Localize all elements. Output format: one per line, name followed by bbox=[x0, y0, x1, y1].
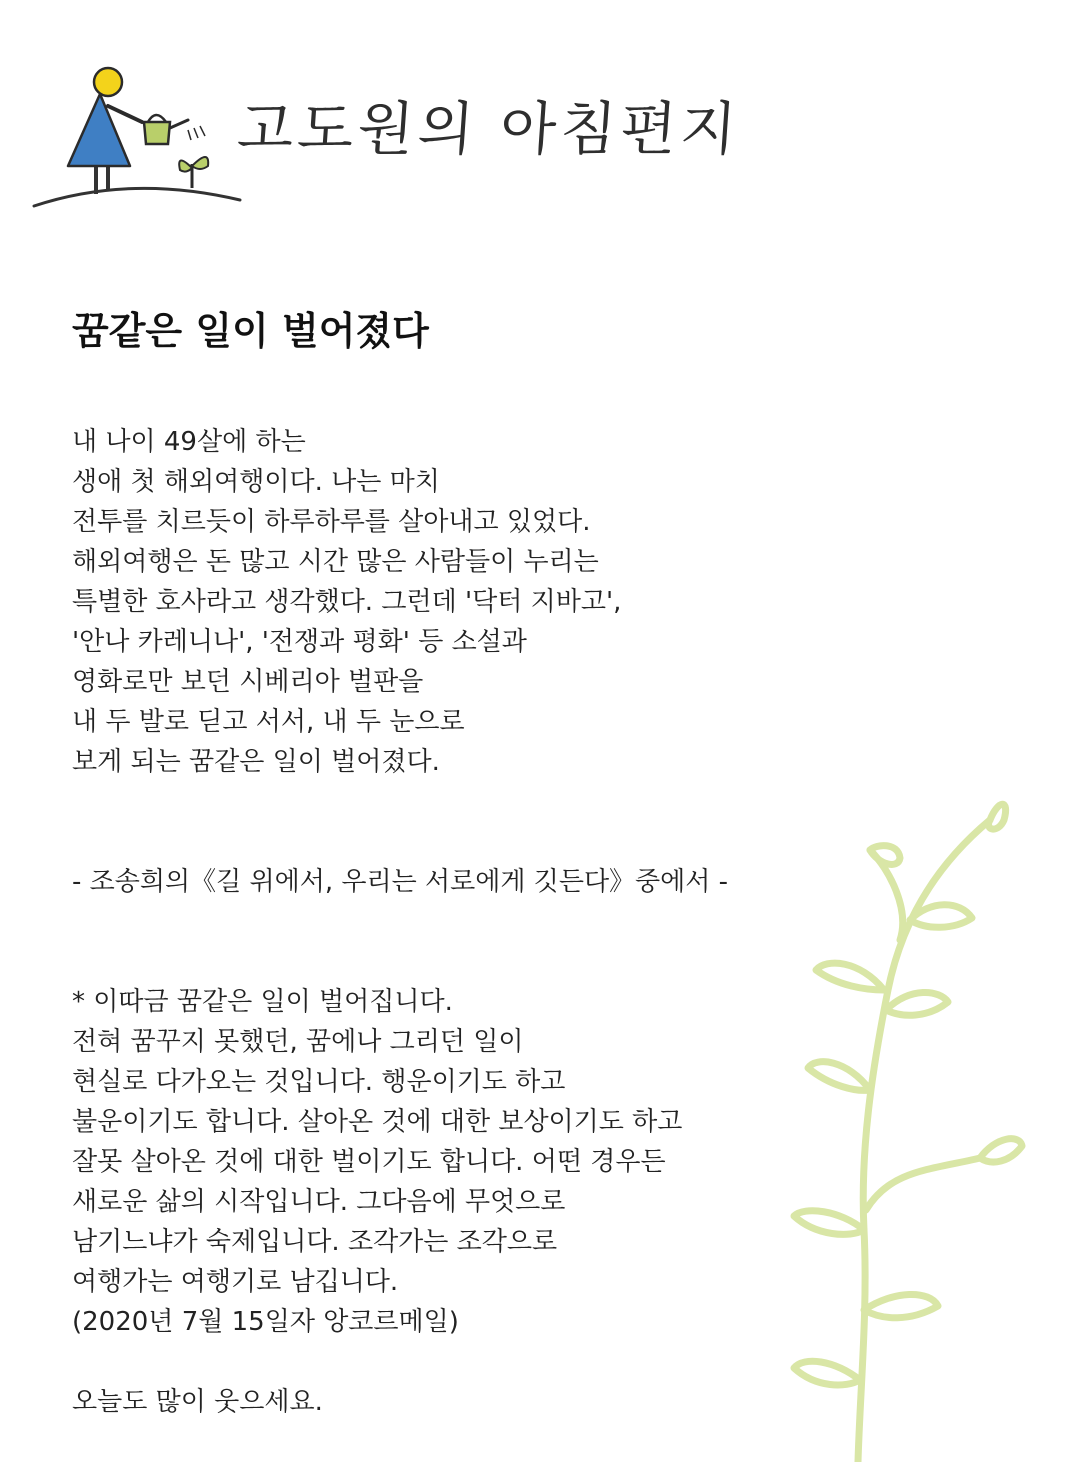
text-line: 특별한 호사라고 생각했다. 그런데 '닥터 지바고', bbox=[72, 587, 622, 617]
text-line: 내 나이 49살에 하는 bbox=[72, 427, 306, 457]
text-line: 해외여행은 돈 많고 시간 많은 사람들이 누리는 bbox=[72, 547, 599, 577]
closing-line: 오늘도 많이 웃으세요. bbox=[72, 1387, 323, 1417]
text-line: 영화로만 보던 시베리아 벌판을 bbox=[72, 667, 424, 697]
text-line: 보게 되는 꿈같은 일이 벌어졌다. bbox=[72, 747, 440, 777]
text-line: 새로운 삶의 시작입니다. 그다음에 무엇으로 bbox=[72, 1187, 566, 1217]
text-line: 내 두 발로 딛고 서서, 내 두 눈으로 bbox=[72, 707, 465, 737]
text-line: (2020년 7월 15일자 앙코르메일) bbox=[72, 1307, 459, 1337]
commentary-paragraph bbox=[72, 982, 682, 1342]
text-line: 잘못 살아온 것에 대한 벌이기도 합니다. 어떤 경우든 bbox=[72, 1147, 666, 1177]
logo-text: 고도원의 아침편지 bbox=[235, 95, 743, 163]
closing-greeting bbox=[72, 1382, 323, 1422]
climbing-vine-icon bbox=[760, 790, 1060, 1462]
text-line: 전투를 치르듯이 하루하루를 살아내고 있었다. bbox=[72, 507, 591, 537]
quote-paragraph bbox=[72, 422, 621, 782]
source-line: - 조송희의《길 위에서, 우리는 서로에게 깃든다》중에서 - bbox=[72, 867, 729, 897]
gardener-watering-sprout-icon bbox=[30, 62, 250, 212]
quote-source bbox=[72, 862, 728, 902]
text-line: 여행가는 여행기로 남깁니다. bbox=[72, 1267, 399, 1297]
page-title: 꿈같은 일이 벌어졌다 bbox=[72, 309, 429, 353]
text-line: 불운이기도 합니다. 살아온 것에 대한 보상이기도 하고 bbox=[72, 1107, 683, 1137]
text-line: 현실로 다가오는 것입니다. 행운이기도 하고 bbox=[72, 1067, 566, 1097]
text-line: '안나 카레니나', '전쟁과 평화' 등 소설과 bbox=[72, 627, 527, 657]
text-line: * 이따금 꿈같은 일이 벌어집니다. bbox=[72, 987, 453, 1017]
text-line: 생애 첫 해외여행이다. 나는 마치 bbox=[72, 467, 440, 497]
text-line: 전혀 꿈꾸지 못했던, 꿈에나 그리던 일이 bbox=[72, 1027, 524, 1057]
text-line: 남기느냐가 숙제입니다. 조각가는 조각으로 bbox=[72, 1227, 558, 1257]
